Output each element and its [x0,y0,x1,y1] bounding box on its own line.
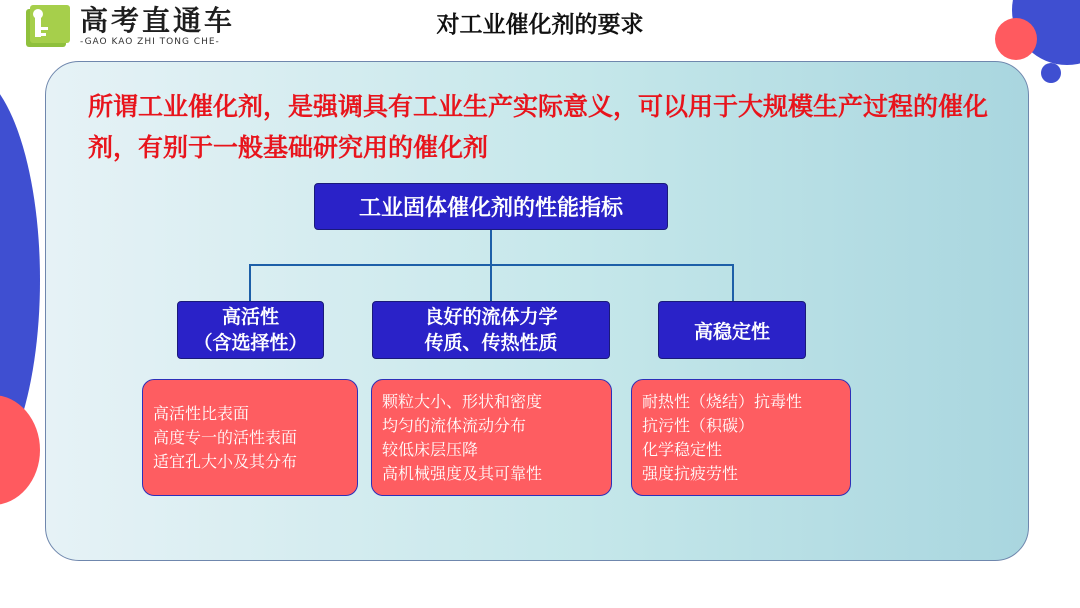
list-item: 化学稳定性 [642,440,723,459]
branch-head-activity [177,301,324,359]
branch-list-fluid [371,379,612,496]
root-node-label: 工业固体催化剂的性能指标 [358,196,623,221]
decor-left-red-circle [0,395,40,505]
intro-text: 所谓工业催化剂，是强调具有工业生产实际意义，可以用于大规模生产过程的催化剂，有别于一般基础研究用的催化剂 [88,92,989,162]
decor-top-right-small-dot [1041,63,1061,83]
list-item: 高活性比表面 [153,404,250,423]
connector-branch-1 [249,264,251,302]
branch-list-activity [142,379,358,496]
logo-title: 高考直通车 [80,3,236,37]
list-item: 均匀的流体流动分布 [382,416,527,435]
branch-head-fluid [372,301,610,359]
list-item: 强度抗疲劳性 [642,464,739,483]
branch-list-stability [631,379,851,496]
list-item: 耐热性（烧结）抗毒性 [642,392,803,411]
branch-head-fluid-line2: 传质、传热性质 [424,332,558,354]
page-title: 对工业催化剂的要求 [436,12,644,38]
branch-head-activity-line1: 高活性 [221,306,279,328]
branch-head-stability-line1: 高稳定性 [693,320,770,343]
connector-branch-2 [490,264,492,302]
list-item: 颗粒大小、形状和密度 [382,392,543,411]
list-item: 高机械强度及其可靠性 [382,464,543,483]
branch-head-fluid-line1: 良好的流体力学 [424,306,558,328]
list-item: 适宜孔大小及其分布 [153,452,298,471]
branch-head-activity-line2: （含选择性） [193,332,308,354]
connector-root-down [490,229,492,265]
branch-head-stability [658,301,806,359]
list-item: 高度专一的活性表面 [153,428,298,447]
connector-branch-3 [732,264,734,302]
list-item: 较低床层压降 [382,440,479,459]
logo-subtitle: -GAO KAO ZHI TONG CHE- [80,36,220,47]
root-node [314,183,668,230]
list-item: 抗污性（积碳） [642,416,755,435]
